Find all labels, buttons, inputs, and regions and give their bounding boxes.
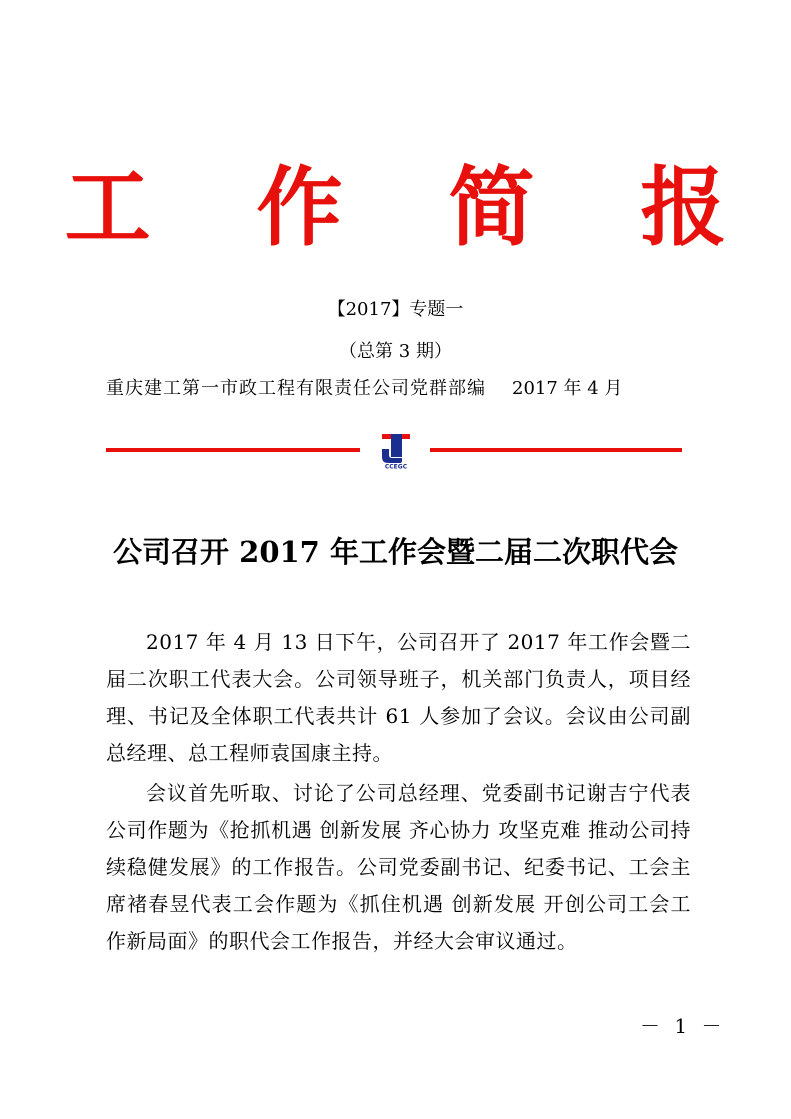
publish-date: 2017 年 4 月 <box>512 378 623 399</box>
editor-line <box>106 377 622 401</box>
article-headline: 公司召开 2017 年工作会暨二届二次职代会 <box>113 535 678 569</box>
paragraph: 会议首先听取、讨论了公司总经理、党委副书记谢吉宁代表公司作题为《抢抓机遇 创新发展 齐心协力 攻坚克难 推动公司持续稳健发展》的工作报告。公司党委副书记、纪委书记、工会主席褚春昱代表工会作题为《抓住机遇 创新发展 开创公司工会工作新局面》的职代会工作报告，并经大会审议通过。 <box>106 781 691 953</box>
paragraph: 2017 年 4 月 13 日下午，公司召开了 2017 年工作会暨二届二次职工代表大会。公司领导班子，机关部门负责人，项目经理、书记及全体职工代表共计 61 人参加了会议。会议由公司副总经理、总工程师袁国康主持。 <box>106 630 691 765</box>
issue-total-number: （总第 3 期） <box>339 341 452 362</box>
divider-left <box>106 448 360 452</box>
masthead-title: 工 作 简 报 <box>64 157 765 258</box>
divider-right <box>430 448 682 452</box>
issue-number: 【2017】专题一 <box>327 299 464 320</box>
article-body <box>106 624 691 963</box>
editor-department: 重庆建工第一市政工程有限责任公司党群部编 <box>106 378 486 399</box>
logo-caption: CCEGC <box>384 463 408 469</box>
cceqc-logo-icon <box>380 433 412 469</box>
page-number: － 1 － <box>640 1014 726 1038</box>
